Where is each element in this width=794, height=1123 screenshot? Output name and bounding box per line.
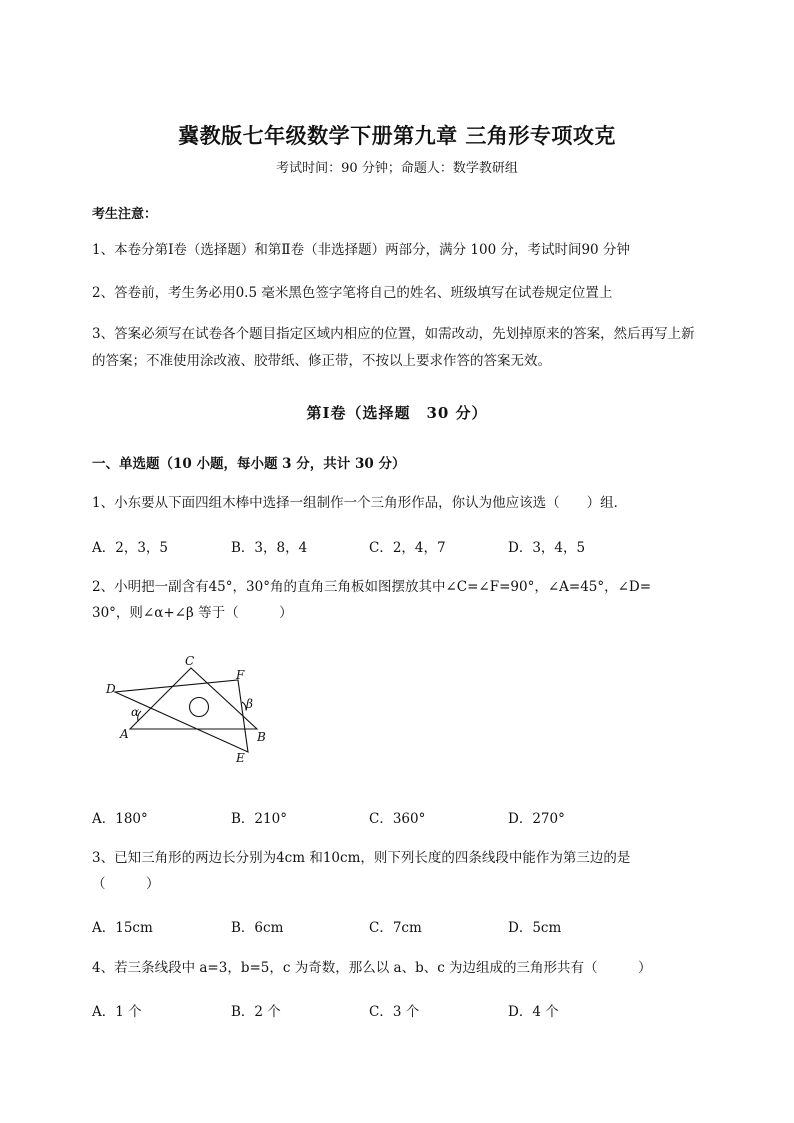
note-item: 2、答卷前，考生务必用0.5 毫米黑色签字笔将自己的姓名、班级填写在试卷规定位置上 — [92, 285, 613, 301]
question-3-stem-cont: （ ） — [92, 876, 160, 892]
question-2-option-b[interactable]: B．210° — [231, 811, 287, 827]
label-d: D — [106, 682, 116, 696]
question-1-option-b[interactable]: B．3，8，4 — [231, 540, 308, 556]
question-1-option-c[interactable]: C．2，4，7 — [369, 540, 446, 556]
part-title: 一、单选题（10 小题，每小题 3 分，共计 30 分） — [92, 456, 406, 472]
question-2-stem-cont: 30°，则∠α+∠β 等于（ ） — [92, 605, 293, 621]
exam-subtitle: 考试时间：90 分钟；命题人：数学教研组 — [276, 161, 518, 176]
label-a: A — [120, 727, 129, 741]
label-beta: β — [246, 697, 253, 711]
question-2-option-c[interactable]: C．360° — [369, 811, 426, 827]
label-f: F — [236, 668, 245, 682]
triangle-figure — [100, 650, 280, 770]
note-item: 3、答案必须写在试卷各个题目指定区域内相应的位置，如需改动，先划掉原来的答案，然后再写上新 — [92, 326, 695, 342]
question-4-option-d[interactable]: D．4 个 — [508, 1004, 559, 1020]
exam-title: 冀教版七年级数学下册第九章 三角形专项攻克 — [178, 123, 616, 148]
question-3-option-c[interactable]: C．7cm — [369, 920, 422, 936]
question-2-stem: 2、小明把一副含有45°，30°角的直角三角板如图摆放其中∠C=∠F=90°，∠A=45°，∠D= — [92, 579, 652, 595]
question-1-stem: 1、小东要从下面四组木棒中选择一组制作一个三角形作品，你认为他应该选（ ）组． — [92, 495, 628, 511]
question-2-option-a[interactable]: A．180° — [92, 811, 148, 827]
question-3-option-d[interactable]: D．5cm — [508, 920, 562, 936]
note-item: 1、本卷分第Ⅰ卷（选择题）和第Ⅱ卷（非选择题）两部分，满分 100 分，考试时间90 分钟 — [92, 242, 630, 258]
circle-hole — [190, 698, 209, 717]
section-title: 第Ⅰ卷（选择题 30 分） — [306, 404, 488, 422]
question-4-option-c[interactable]: C．3 个 — [369, 1004, 420, 1020]
question-4-option-b[interactable]: B．2 个 — [231, 1004, 281, 1020]
label-e: E — [236, 751, 245, 765]
question-4-stem: 4、若三条线段中 a=3，b=5，c 为奇数，那么以 a、b、c 为边组成的三角形共有（ ） — [92, 960, 652, 976]
question-2-option-d[interactable]: D．270° — [508, 811, 565, 827]
question-3-option-a[interactable]: A．15cm — [92, 920, 153, 936]
note-item: 的答案；不准使用涂改液、胶带纸、修正带，不按以上要求作答的答案无效。 — [92, 353, 551, 369]
question-3-option-b[interactable]: B．6cm — [231, 920, 284, 936]
question-4-option-a[interactable]: A．1 个 — [92, 1004, 142, 1020]
label-b: B — [257, 730, 266, 744]
question-3-stem: 3、已知三角形的两边长分别为4cm 和10cm，则下列长度的四条线段中能作为第三边的是 — [92, 850, 631, 866]
label-c: C — [185, 654, 195, 668]
question-1-option-d[interactable]: D．3，4，5 — [508, 540, 586, 556]
question-1-option-a[interactable]: A．2，3，5 — [92, 540, 169, 556]
notes-heading: 考生注意： — [92, 207, 158, 222]
label-alpha: α — [131, 705, 140, 719]
